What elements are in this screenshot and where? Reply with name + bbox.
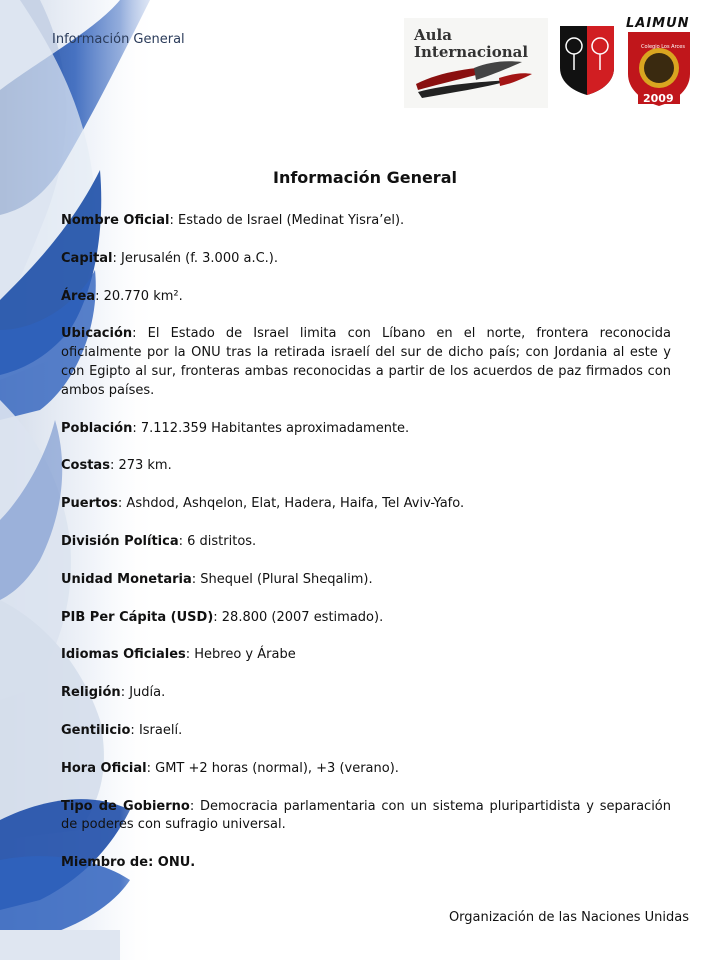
info-value: Democracia parlamentaria con un sistema pluripartidista y separación de poderes con sufragio universal. xyxy=(61,798,672,833)
info-item xyxy=(61,457,671,476)
info-key: Área xyxy=(61,288,96,304)
info-separator: : xyxy=(189,798,200,814)
info-separator: : xyxy=(95,288,104,304)
info-key: Ubicación xyxy=(61,326,133,342)
info-item xyxy=(61,684,671,703)
info-item xyxy=(61,760,671,779)
info-separator: : xyxy=(130,722,139,738)
info-key: Gentilicio xyxy=(61,722,131,738)
info-value: Ashdod, Ashqelon, Elat, Hadera, Haifa, Tel Aviv-Yafo. xyxy=(126,496,465,512)
info-key: Tipo de Gobierno xyxy=(61,798,190,814)
info-item xyxy=(61,325,671,400)
info-separator: : xyxy=(185,647,195,663)
info-item xyxy=(61,646,671,665)
aula-internacional-logo xyxy=(404,18,548,108)
info-value: 6 distritos. xyxy=(187,533,257,549)
info-value: Israelí. xyxy=(138,722,183,738)
info-value: ONU. xyxy=(157,855,196,871)
info-separator: : xyxy=(178,533,188,549)
aula-logo-line1: Aula xyxy=(414,26,452,44)
info-key: Capital xyxy=(61,250,113,266)
header-section-label: Información General xyxy=(52,32,185,47)
info-key: PIB Per Cápita (USD) xyxy=(61,609,214,625)
info-value: GMT +2 horas (normal), +3 (verano). xyxy=(155,760,399,776)
info-item xyxy=(61,495,671,514)
laimun-logo-year: 2009 xyxy=(643,92,674,105)
info-separator: : xyxy=(120,685,130,701)
info-value: Judía. xyxy=(129,685,166,701)
info-value: El Estado de Israel limita con Líbano en el norte, frontera reconocida oficialmente por la ONU tras la retirada israelí del sur de dicho país; con Jordania al este y con Egipto al sur, fronteras ambas reconocidas a partir de los acuerdos de paz firmados con ambos países. xyxy=(61,326,671,398)
info-key: Unidad Monetaria xyxy=(61,571,192,587)
info-item xyxy=(61,798,671,836)
laimun-logo xyxy=(622,14,696,110)
info-value: Jerusalén (f. 3.000 a.C.). xyxy=(121,250,279,266)
info-key: Miembro de xyxy=(61,855,149,871)
aula-logo-line2: Internacional xyxy=(414,43,529,61)
info-key: Religión xyxy=(61,685,121,701)
info-item xyxy=(61,250,671,269)
info-value: 20.770 km². xyxy=(103,288,183,304)
info-separator: : xyxy=(169,213,179,228)
laimun-logo-text: LAIMUN xyxy=(626,16,690,31)
info-separator: : xyxy=(109,458,119,474)
info-separator: : xyxy=(117,496,127,512)
info-key: Costas xyxy=(61,458,110,474)
info-separator: : xyxy=(191,571,201,587)
info-separator: : xyxy=(146,760,156,776)
info-separator: : xyxy=(132,420,141,436)
info-item xyxy=(61,854,671,873)
info-item xyxy=(61,533,671,552)
aula-logo-swoosh-icon xyxy=(404,18,548,108)
info-separator: : xyxy=(132,326,148,342)
info-key: Hora Oficial xyxy=(61,760,147,776)
info-list xyxy=(61,212,671,892)
info-item xyxy=(61,609,671,628)
info-value: 28.800 (2007 estimado). xyxy=(221,609,384,625)
school-shield-logo xyxy=(558,24,616,96)
info-value: 7.112.359 Habitantes aproximadamente. xyxy=(140,420,410,436)
info-separator: : xyxy=(213,609,222,625)
info-key: Idiomas Oficiales xyxy=(61,647,186,663)
info-separator: : xyxy=(112,250,122,266)
info-value: 273 km. xyxy=(118,458,172,474)
info-item xyxy=(61,212,671,231)
info-value: Estado de Israel (Medinat Yisra’el). xyxy=(178,213,405,228)
laimun-logo-sub: Colegio Los Arces xyxy=(641,44,685,50)
info-key: Puertos xyxy=(61,496,118,512)
info-item xyxy=(61,420,671,439)
info-value: Hebreo y Árabe xyxy=(194,647,296,663)
info-item xyxy=(61,571,671,590)
info-key: Población xyxy=(61,420,133,436)
page-title: Información General xyxy=(273,168,457,187)
info-item xyxy=(61,722,671,741)
info-separator: : xyxy=(148,855,158,871)
info-item xyxy=(61,288,671,307)
footer-label: Organización de las Naciones Unidas xyxy=(448,910,689,925)
info-value: Shequel (Plural Sheqalim). xyxy=(200,571,373,587)
info-key: División Política xyxy=(61,533,179,549)
info-key: Nombre Oficial xyxy=(61,213,170,228)
